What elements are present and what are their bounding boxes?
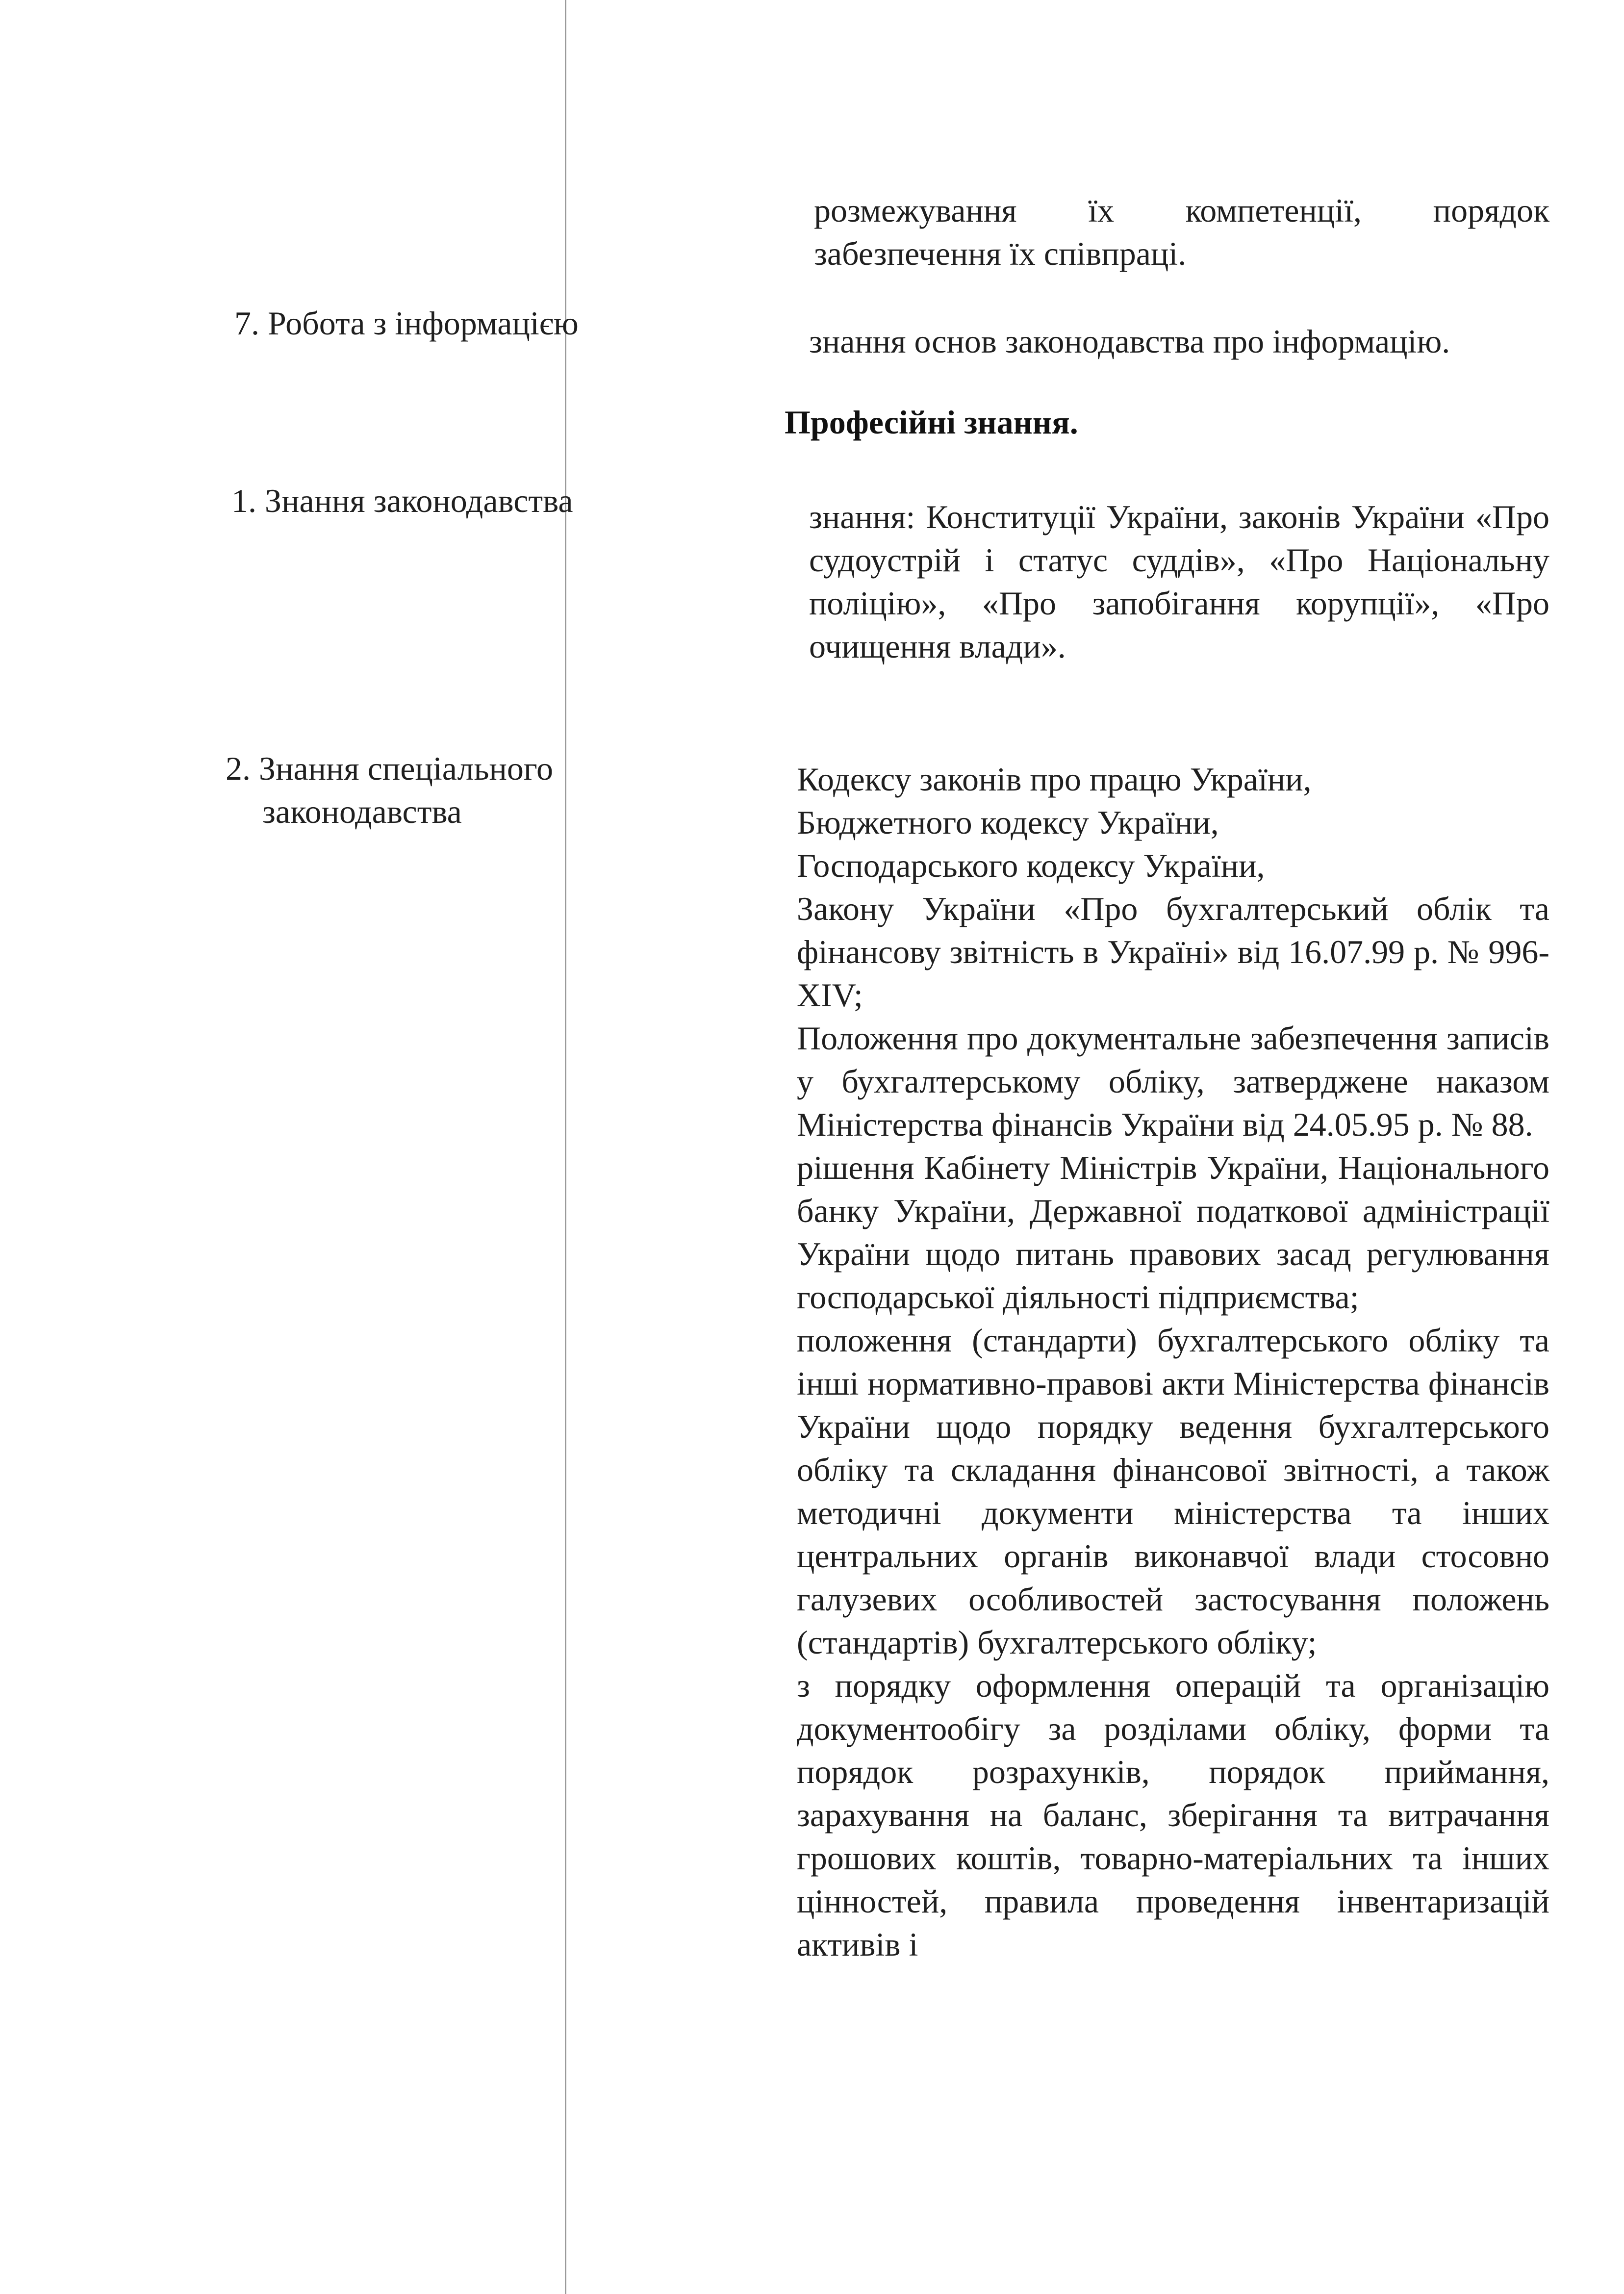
row-text-information-paragraph: знання основ законодавства про інформацію.	[809, 323, 1450, 360]
knowledge-label-special-line1: 2. Знання спеціального	[226, 750, 554, 787]
row-text-information	[809, 320, 1549, 363]
special-paragraph: Господарського кодексу України,	[797, 847, 1265, 884]
section-heading: Професійні знання.	[785, 404, 1078, 441]
special-paragraph: Бюджетного кодексу України,	[797, 804, 1219, 841]
special-paragraph: Закону України «Про бухгалтерський облік та фінансову звітність в Україні» від 16.07.99 р. № 996-XIV;	[797, 890, 1549, 1014]
special-paragraph: з порядку оформлення операцій та організацію документообігу за розділами обліку, форми та порядок розрахунків, порядок приймання, зарахування на баланс, зберігання та витрачання грошових коштів, товарно-матеріальних та інших цінностей, правила проведення інвентаризацій активів і	[797, 1667, 1549, 1963]
knowledge-text-legislation	[809, 495, 1549, 668]
column-divider	[565, 0, 566, 2294]
knowledge-text-legislation-paragraph: знання: Конституції України, законів України «Про судоустрій і статус суддів», «Про Національну поліцію», «Про запобігання корупції», «Про очищення влади».	[809, 498, 1549, 665]
continuation-text	[814, 189, 1549, 275]
special-paragraph: Кодексу законів про працю України,	[797, 761, 1312, 798]
knowledge-label-special-line2: законодавства	[262, 793, 462, 830]
knowledge-label-legislation: 1. Знання законодавства	[231, 482, 573, 519]
special-paragraph: Положення про документальне забезпечення записів у бухгалтерському обліку, затверджене наказом Міністерства фінансів України від 24.05.95 р. № 88.	[797, 1020, 1549, 1143]
special-paragraph: рішення Кабінету Міністрів України, Національного банку України, Державної податкової адміністрації України щодо питань правових засад регулювання господарської діяльності підприємства;	[797, 1149, 1549, 1316]
continuation-paragraph: розмежування їх компетенції, порядок забезпечення їх співпраці.	[814, 192, 1549, 272]
special-paragraph: положення (стандарти) бухгалтерського обліку та інші нормативно-правові акти Міністерства фінансів України щодо порядку ведення бухгалтерського обліку та складання фінансової звітності, а також методичні документи міністерства та інших центральних органів виконавчої влади стосовно галузевих особливостей застосування положень (стандартів) бухгалтерського обліку;	[797, 1322, 1549, 1661]
knowledge-text-special	[797, 758, 1549, 1966]
row-label-information: 7. Робота з інформацією	[234, 305, 579, 342]
